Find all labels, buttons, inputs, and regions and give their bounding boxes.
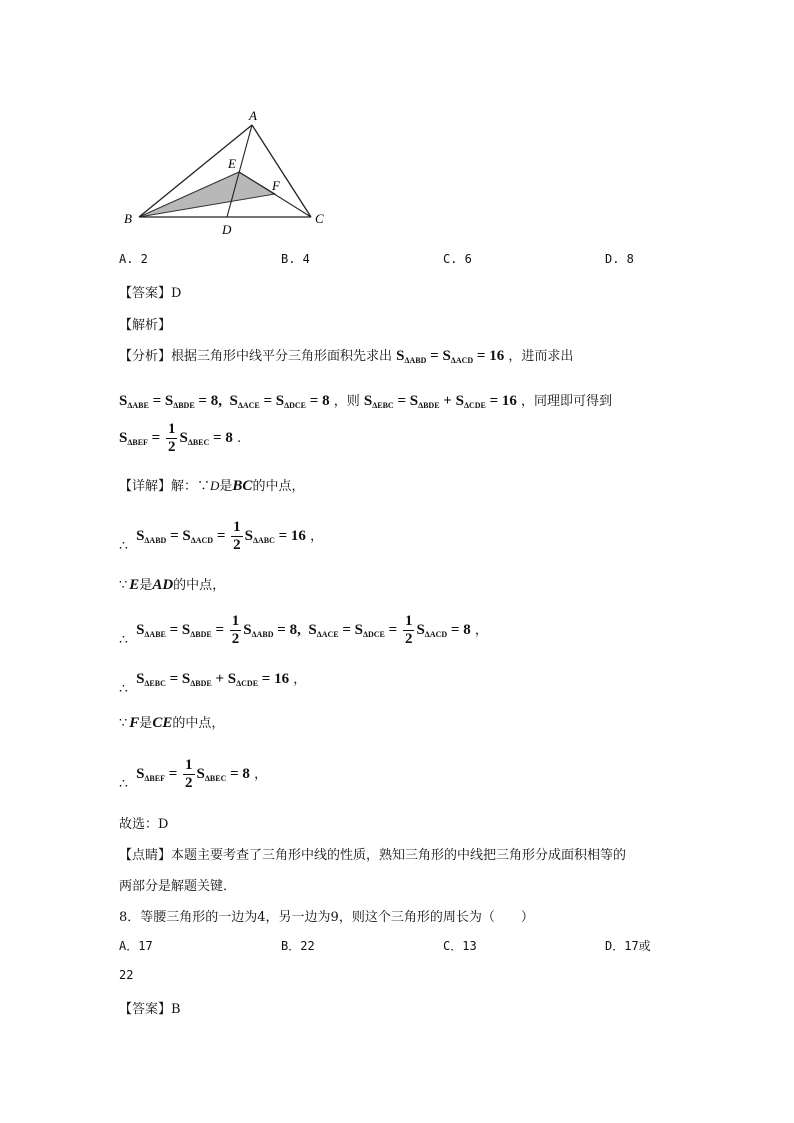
triangle-figure: [118, 100, 338, 240]
word-is-3: 是: [139, 716, 153, 731]
detail-intro: 【详解】解：∵: [119, 479, 211, 494]
q7-pick: 故选：D: [119, 817, 169, 832]
q7-option-d: D. 8: [605, 252, 634, 266]
formula-abe-bde: $S_{\Delta ABE} = S_{\Delta BDE} = 8$, $S_{\Delta ACE} = S_{\Delta DCE} = 8$: [119, 393, 330, 410]
q7-analysis-heading: 【解析】: [119, 318, 172, 333]
segment-ce-text: CE: [152, 715, 173, 731]
point-d: D: [210, 478, 220, 493]
shaded-triangle-bef: [139, 172, 275, 217]
analysis-mid: ，进而求出: [508, 349, 574, 364]
formula-bef-half: $S_{\Delta BEF}$ = $\frac{1}{2}$ $S_{\Delta BEC} = 8$: [119, 421, 233, 455]
formula-detail-abe: $S_{\Delta ABE} = S_{\Delta BDE}$ = $\frac{1}{2}$ $S_{\Delta ABD} = 8$, $S_{\Delta ACE} = S_{\Delta DCE}$ = $\frac{1}{2}$ $S_{\Delta ACD} = 8$: [136, 613, 471, 647]
label-c: C: [315, 211, 324, 226]
analysis-then: ，则: [333, 394, 360, 409]
q8-option-wrap: 22: [119, 968, 134, 982]
q7-option-a: A. 2: [119, 252, 148, 266]
analysis-period: .: [237, 430, 242, 446]
analysis-intro: 【分析】根据三角形中线平分三角形面积先求出: [119, 349, 393, 364]
analysis-line-1: [119, 345, 573, 365]
formula-detail-ebc: $S_{\Delta EBC} = S_{\Delta BDE} + S_{\Delta CDE} = 16$: [136, 671, 290, 688]
detail-line-5: [119, 668, 307, 697]
q7-comment-1: 【点睛】本题主要考查了三角形中线的性质，熟知三角形的中线把三角形分成面积相等的: [119, 848, 627, 863]
midpoint-3: 的中点，: [172, 716, 225, 731]
side-ac: [252, 125, 311, 217]
detail-line-6: [119, 712, 224, 732]
q8-option-b: B．22: [281, 939, 315, 953]
point-e-text: E: [129, 577, 140, 593]
segment-ad-text: AD: [152, 577, 174, 593]
comma-1: ，: [310, 528, 324, 544]
because-2: ∵: [119, 578, 128, 593]
therefore-1: ∴: [119, 537, 128, 554]
q7-option-c: C. 6: [443, 252, 472, 266]
analysis-line-3: [119, 422, 241, 455]
q8-option-c: C．13: [443, 939, 477, 953]
q8-option-d: D．17或: [605, 939, 651, 953]
formula-detail-bef: $S_{\Delta BEF}$ = $\frac{1}{2}$ $S_{\Delta BEC} = 8$: [136, 757, 250, 791]
midpoint-2: 的中点，: [173, 578, 226, 593]
therefore-4: ∴: [119, 775, 128, 792]
label-f: F: [272, 178, 280, 193]
word-is-1: 是: [219, 479, 233, 494]
label-e: E: [228, 156, 236, 171]
label-b: B: [124, 211, 132, 226]
label-d: D: [222, 222, 232, 237]
comma-2: ，: [474, 622, 488, 638]
q7-option-b: B. 4: [281, 252, 310, 266]
median-ad: [227, 125, 252, 217]
therefore-2: ∴: [119, 631, 128, 648]
word-is-2: 是: [139, 578, 153, 593]
midpoint-1: 的中点，: [252, 479, 305, 494]
formula-abd-acd: $S_{\Delta ABD} = S_{\Delta ACD} = 16$: [396, 348, 505, 365]
q8-answer: 【答案】B: [119, 1002, 181, 1017]
q7-answer: 【答案】D: [119, 286, 182, 301]
point-f-text: F: [129, 715, 140, 731]
detail-line-4: [119, 614, 488, 647]
analysis-line-2: [119, 390, 612, 410]
label-a: A: [249, 108, 257, 123]
formula-detail-abd: $S_{\Delta ABD} = S_{\Delta ACD}$ = $\frac{1}{2}$ $S_{\Delta ABC} = 16$: [136, 519, 306, 553]
detail-line-7: [119, 758, 267, 791]
comma-4: ，: [254, 766, 268, 782]
detail-line-1: [119, 475, 304, 495]
therefore-3: ∴: [119, 681, 128, 697]
detail-line-2: [119, 520, 323, 553]
q8-stem: 8．等腰三角形的一边为4，另一边为9，则这个三角形的周长为（ ）: [119, 910, 534, 925]
q7-comment-2: 两部分是解题关键．: [119, 879, 237, 894]
comma-3: ，: [293, 672, 307, 687]
because-3: ∵: [119, 716, 128, 731]
formula-ebc: $S_{\Delta EBC} = S_{\Delta BDE} + S_{\Delta CDE} = 16$: [363, 393, 517, 410]
segment-bc-text: BC: [232, 478, 253, 494]
analysis-end: ，同理即可得到: [521, 394, 613, 409]
q8-option-a: A．17: [119, 939, 153, 953]
detail-line-3: [119, 574, 225, 594]
